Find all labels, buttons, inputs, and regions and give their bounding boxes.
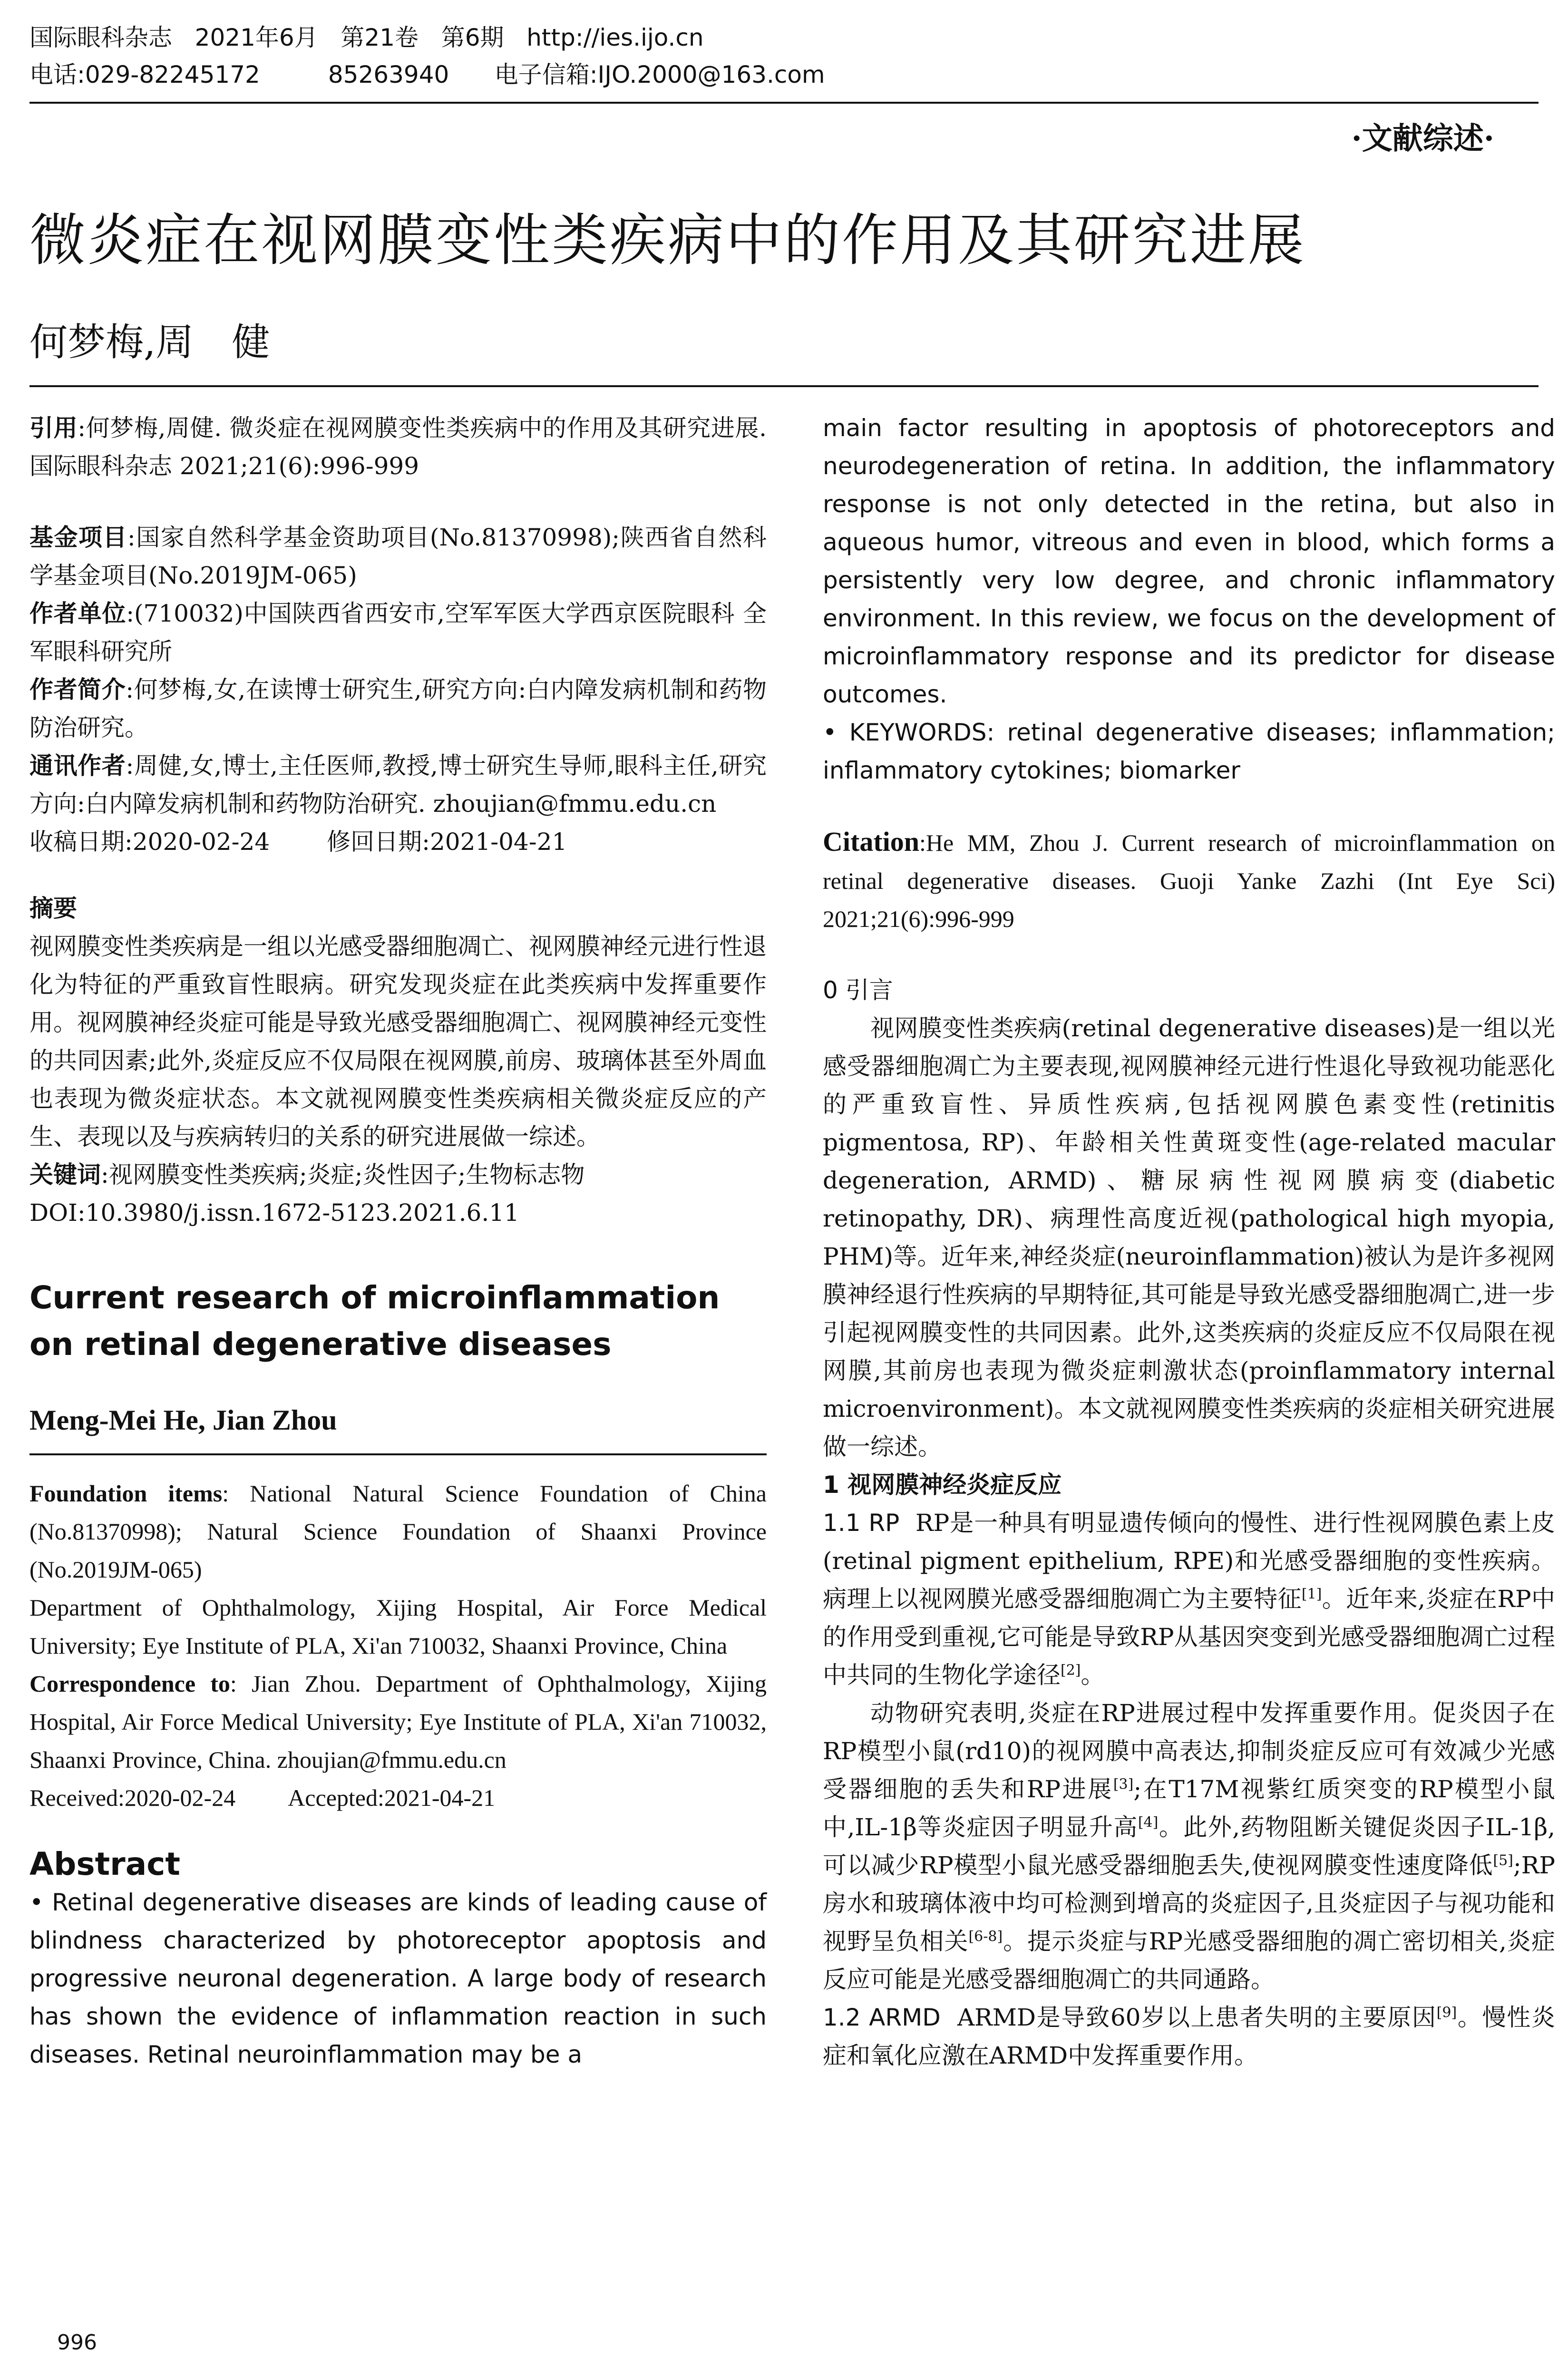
fund-label: 基金项目 [29, 524, 127, 551]
section-1-heading: 1 视网膜神经炎症反应 [823, 1471, 1062, 1499]
received-en: Received:2020-02-24 [29, 1784, 236, 1811]
p12-text-d: ;RP房水和玻璃体液中均可检测到增高的炎症因子,且炎症因子与视功能和视野呈负相关 [823, 1851, 1555, 1955]
section-1-1-text-b: 。近年来,炎症在RP中的作用受到重视,它可能是导致RP从基因突变到光感受器细胞凋亡过程中共同的生物化学途径 [823, 1585, 1555, 1689]
running-header [29, 19, 981, 93]
abstract-heading: 摘要 [29, 895, 77, 922]
p12-text-e: 。提示炎症与RP光感受器细胞的凋亡密切相关,炎症反应可能是光感受器细胞凋亡的共同通路。 [823, 1928, 1555, 1993]
section-0-heading: 0 引言 [823, 976, 893, 1004]
correspondence-en-text: : Jian Zhou. Department of Ophthalmology, Xijing Hospital, Air Force Medical University; Eye Institute of PLA, Xi'an 710032, Shaanxi Province, China. zhoujian@fmmu.edu.cn [29, 1670, 767, 1773]
ref-1: [1] [1301, 1586, 1322, 1603]
corr-label: 通讯作者 [29, 752, 126, 779]
english-authors-rule [29, 1453, 767, 1455]
citation-label: 引用 [29, 414, 78, 442]
ref-9: [9] [1436, 2004, 1457, 2021]
keywords-en: • KEYWORDS: retinal degenerative diseases; inflammation; inflammatory cytokines; biomarker [823, 719, 1555, 784]
ref-5: [5] [1493, 1852, 1513, 1869]
abstract-en-text: • Retinal degenerative diseases are kinds of leading cause of blindness characterized by photoreceptor apoptosis and progressive neuronal degeneration. A large body of research has shown the evidence of inflammation reaction in such diseases. Retinal neuroinflammation may be a [29, 1889, 767, 2068]
section-1-1-text-a: RP是一种具有明显遗传倾向的慢性、进行性视网膜色素上皮(retinal pigment epithelium, RPE)和光感受器细胞的变性疾病。病理上以视网膜光感受器细胞凋亡为主要特征 [823, 1509, 1555, 1613]
bio-text: :何梦梅,女,在读博士研究生,研究方向:白内障发病机制和药物防治研究。 [29, 676, 767, 741]
fund-block [29, 518, 767, 594]
foundation-en-text: : National Natural Science Foundation of China (No.81370998); Natural Science Foundation of Shaanxi Province (No.2019JM-065) [29, 1480, 767, 1583]
page-number: 996 [57, 2330, 97, 2355]
page-title: 微炎症在视网膜变性类疾病中的作用及其研究进展 [29, 207, 1306, 273]
header-line-1: 国际眼科杂志 2021年6月 第21卷 第6期 http://ies.ijo.cn [29, 24, 704, 51]
citation-text: :何梦梅,周健. 微炎症在视网膜变性类疾病中的作用及其研究进展. 国际眼科杂志 2021;21(6):996-999 [29, 414, 767, 480]
department-en: Department of Ophthalmology, Xijing Hospital, Air Force Medical University; Eye Institute of PLA, Xi'an 710032, Shaanxi Province, China [29, 1594, 767, 1659]
correspondence-en [29, 1665, 767, 1779]
english-authors: Meng-Mei He, Jian Zhou [29, 1404, 337, 1436]
unit-block [29, 594, 767, 671]
unit-label: 作者单位 [29, 600, 127, 627]
title-rule [29, 385, 1539, 387]
authors: 何梦梅,周 健 [29, 320, 270, 364]
citation-en [823, 823, 1555, 938]
revised-date: 修回日期:2021-04-21 [327, 828, 567, 856]
header-line-2: 电话:029-82245172 85263940 电子信箱:IJO.2000@163.com [29, 61, 825, 88]
citation-en-text: :He MM, Zhou J. Current research of microinflammation on retinal degenerative diseases. Guoji Yanke Zazhi (Int Eye Sci) 2021;21(6):996-999 [823, 829, 1555, 932]
unit-text: :(710032)中国陕西省西安市,空军军医大学西京医院眼科 全军眼科研究所 [29, 600, 767, 665]
foundation-en [29, 1474, 767, 1588]
ref-6-8: [6-8] [968, 1928, 1003, 1945]
p12-text-b: ;在T17M视紫红质突变的RP模型小鼠中,IL-1β等炎症因子明显升高 [823, 1775, 1555, 1841]
header-rule [29, 102, 1539, 104]
right-column [823, 409, 1555, 2075]
p13-text-b: 。慢性炎症和氧化应激在ARMD中发挥重要作用。 [823, 2004, 1556, 2069]
correspondence-en-label: Correspondence to [29, 1670, 230, 1697]
section-1-1-paragraph [823, 1504, 1555, 1694]
section-0-paragraph: 视网膜变性类疾病(retinal degenerative diseases)是一组以光感受器细胞凋亡为主要表现,视网膜神经元进行性退化导致视功能恶化的严重致盲性、异质性疾病,包括视网膜色素变性(retinitis pigmentosa, RP)、年龄相关性黄斑变性(age-related macular degeneration, ARMD)、糖尿病性视网膜病变(diabetic retinopathy, DR)、病理性高度近视(pathological high myopia, PHM)等。近年来,神经炎症(neuroinflammation)被认为是许多视网膜神经退行性疾病的早期特征,其可能是导致光感受器细胞凋亡,进一步引起视网膜变性的共同因素。此外,这类疾病的炎症反应不仅局限在视网膜,其前房也表现为微炎症刺激状态(proinflammatory internal microenvironment)。本文就视网膜变性类疾病的炎症相关研究进展做一综述。 [823, 1014, 1555, 1461]
left-column [29, 409, 767, 2074]
dates-block [29, 823, 767, 861]
corr-block [29, 747, 767, 823]
section-1-1-label: 1.1 RP [823, 1509, 900, 1537]
ref-4: [4] [1138, 1814, 1159, 1831]
keywords-block [29, 1156, 767, 1194]
ref-3: [3] [1113, 1776, 1134, 1793]
abstract-en-heading: Abstract [29, 1846, 180, 1882]
section-1-1-text-c: 。 [1081, 1661, 1105, 1689]
ref-2: [2] [1061, 1662, 1081, 1679]
keywords-label: 关键词 [29, 1161, 101, 1188]
fund-text: :国家自然科学基金资助项目(No.81370998);陕西省自然科学基金项目(No.2019JM-065) [29, 524, 767, 589]
doi: DOI:10.3980/j.issn.1672-5123.2021.6.11 [29, 1199, 519, 1227]
foundation-en-label: Foundation items [29, 1480, 223, 1507]
p12-text-a: 动物研究表明,炎症在RP进展过程中发挥重要作用。促炎因子在RP模型小鼠(rd10)的视网膜中高表达,抑制炎症反应可有效减少光感受器细胞的丢失和RP进展 [823, 1699, 1555, 1803]
english-title: Current research of microinflammation on retinal degenerative diseases [29, 1279, 720, 1363]
section-tag: ·文献综述· [1351, 121, 1494, 156]
abstract-text: 视网膜变性类疾病是一组以光感受器细胞凋亡、视网膜神经元进行性退化为特征的严重致盲性眼病。研究发现炎症在此类疾病中发挥重要作用。视网膜神经炎症可能是导致光感受器细胞凋亡、视网膜神经元变性的共同因素;此外,炎症反应不仅局限在视网膜,前房、玻璃体甚至外周血也表现为微炎症状态。本文就视网膜变性类疾病相关微炎症反应的产生、表现以及与疾病转归的关系的研究进展做一综述。 [29, 933, 767, 1150]
section-1-2-paragraph [823, 1998, 1555, 2075]
p12-text-c: 。此外,药物阻断关键促炎因子IL-1β,可以减少RP模型小鼠光感受器细胞丢失,使视网膜变性速度降低 [823, 1813, 1555, 1879]
citation-en-label: Citation [823, 826, 919, 857]
received-date: 收稿日期:2020-02-24 [29, 828, 270, 856]
section-1-1-paragraph-2 [823, 1694, 1555, 1998]
p13-text-a: ARMD是导致60岁以上患者失明的主要原因 [957, 2004, 1437, 2031]
dates-en [29, 1779, 767, 1817]
keywords-text: :视网膜变性类疾病;炎症;炎性因子;生物标志物 [101, 1161, 585, 1188]
bio-label: 作者简介 [29, 676, 126, 703]
bio-block [29, 671, 767, 747]
citation-block [29, 409, 767, 485]
corr-text: :周健,女,博士,主任医师,教授,博士研究生导师,眼科主任,研究方向:白内障发病机制和药物防治研究. zhoujian@fmmu.edu.cn [29, 752, 767, 818]
accepted-en: Accepted:2021-04-21 [288, 1784, 496, 1811]
section-1-2-label: 1.2 ARMD [823, 2004, 941, 2031]
abstract-en-continued: main factor resulting in apoptosis of photoreceptors and neurodegeneration of retina. In addition, the inflammatory response is not only detected in the retina, but also in aqueous humor, vitreous and even in blood, which forms a persistently very low degree, and chronic inflammatory environment. In this review, we focus on the development of microinflammatory response and its predictor for disease outcomes. [823, 414, 1555, 708]
